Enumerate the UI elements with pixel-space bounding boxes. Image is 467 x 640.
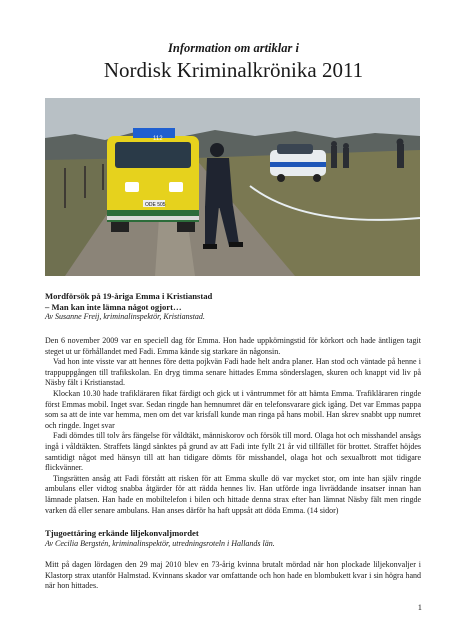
paragraph: Klockan 10.30 hade trafikläraren fikat färdigt och gick ut i väntrummet för att hämta Emma. Trafikläraren ringde först Emmas mobil. Inget svar. Sedan ringde han hemnumret där en telefonsvarare gick igång. Det var Emmas pappa som sa att de inte var hemma, men om det var krisfall kunde man ringa på hans mobil. Han skrev snabbt upp numret och ringde. Inget svar — [45, 388, 421, 430]
paragraph: Mitt på dagen lördagen den 29 maj 2010 blev en 73-årig kvinna brutalt mördad när hon plockade liljekonvaljer i Klastorp strax utanför Halmstad. Kvinnans skador var omfattande och hon hade en blombukett kvar i sin högra hand när hon hittades. — [45, 560, 421, 591]
paragraph: Tingsrätten ansåg att Fadi förstått att risken för att Emma skulle dö var mycket stor, om inte han själv ringde ambulans eller vidtog snabba åtgärder för att rädda hennes liv. Han utförde inga livräddande insatser innan han lämnade platsen. Han hade en mobiltelefon i bilen och hittade denna strax efter han lämnat Näsby fält men ringde varken då eller senare ambulans. Han anses därför ha haft uppsåt att döda Emma. (14 sidor) — [45, 473, 421, 515]
header-subtitle: Information om artiklar i — [168, 41, 299, 55]
article-2-body — [45, 560, 421, 592]
paragraph: Fadi dömdes till tolv års fängelse för våldtäkt, människorov och försök till mord. Olaga hot och misshandel ansågs ingå i våldtäkten. Straffets längd sänktes på grund av att Fadi inte fyllt 21 år vid tillfället för brottet. Straffet höjdes samtidigt något med hänsyn till att han tidigare dömts för misshandel, olaga hot och sexualbrott mot tidigare flickvänner. — [45, 431, 421, 473]
article-2-byline: Av Cecilia Bergstén, kriminalinspektör, utredningsroteln i Hallands län. — [45, 538, 275, 548]
article-1-heading — [45, 291, 421, 322]
crime-scene-photo — [45, 98, 420, 276]
article-2-heading — [45, 528, 421, 549]
article-1-byline: Av Susanne Freij, kriminalinspektör, Kristianstad. — [45, 312, 205, 321]
article-1-subheadline: – Man kan inte lämna något ogjort… — [45, 301, 182, 312]
article-2-headline: Tjugoettåring erkände liljekonvaljmordet — [45, 528, 199, 538]
paragraph: Den 6 november 2009 var en speciell dag för Emma. Hon hade uppkörningstid för körkort och hade äntligen tagit steget ut ur förhållandet med Fadi. Emma kände sig starkare än någonsin. — [45, 336, 421, 356]
article-1-headline: Mordförsök på 19-åriga Emma i Kristianstad — [45, 291, 213, 301]
page-number: 1 — [417, 602, 422, 612]
article-1-body — [45, 336, 421, 516]
page-title: Nordisk Kriminalkrönika 2011 — [103, 58, 364, 82]
ambulance-number: 112 — [153, 136, 163, 142]
ambulance-illustration — [107, 128, 199, 232]
page-header — [0, 40, 467, 82]
ambulance-plate: ODE 505 — [145, 202, 166, 208]
paragraph: Vad hon inte visste var att hennes före detta pojkvän Fadi hade helt andra planer. Han stod och väntade på henne i trappuppgången till trafikskolan. En dryg timma senare hittades Emma sönderslagen, skuren och knappt vid liv på Näsby fält i Kristianstad. — [45, 357, 421, 388]
